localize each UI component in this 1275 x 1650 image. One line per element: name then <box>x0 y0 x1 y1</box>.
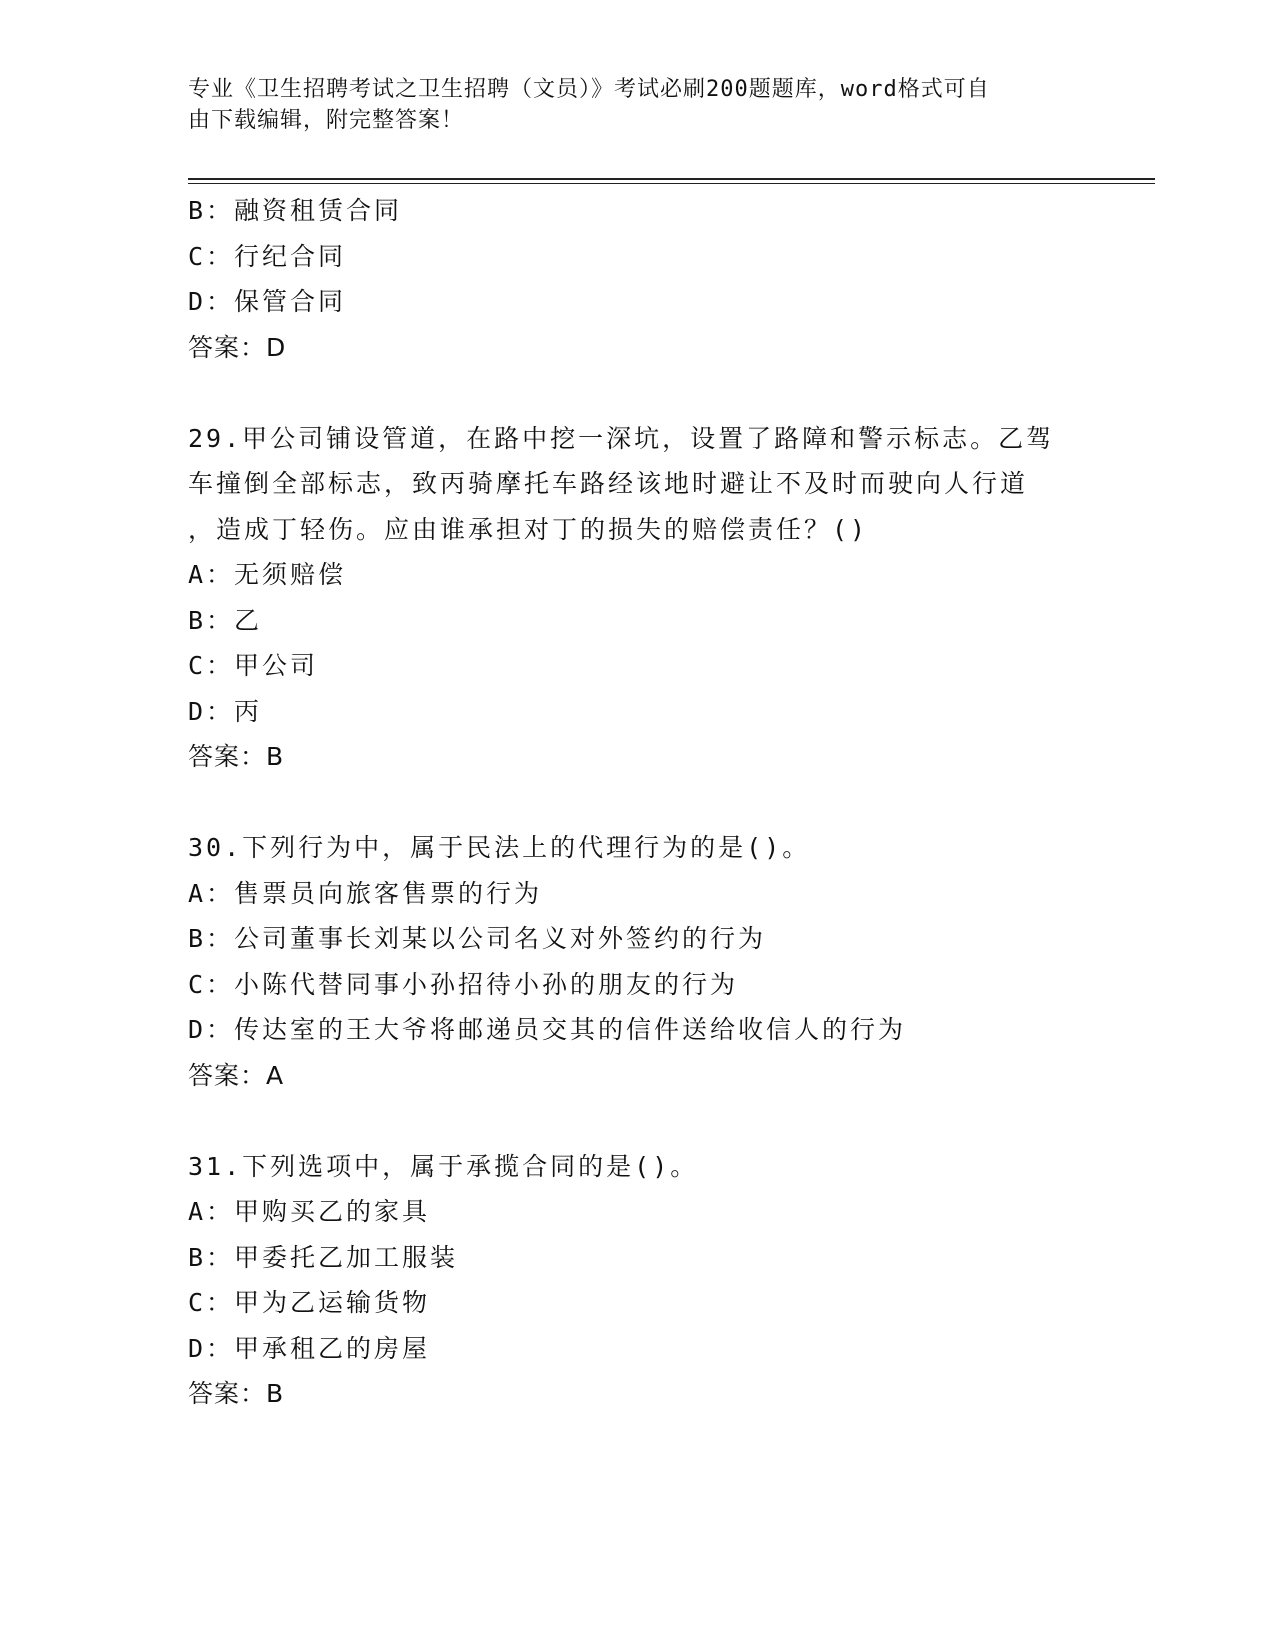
question-29 <box>188 416 1088 780</box>
question-stem-line: 车撞倒全部标志，致丙骑摩托车路经该地时避让不及时而驶向人行道 <box>188 469 1029 498</box>
question-30 <box>188 825 1088 1098</box>
question-28-continuation <box>188 188 1088 370</box>
spacer <box>188 370 1088 416</box>
header-divider-thick <box>188 178 1155 180</box>
question-stem-line: 30.下列行为中，属于民法上的代理行为的是()。 <box>188 833 811 862</box>
answer-line: 答案：A <box>188 1060 285 1090</box>
header-divider-thin <box>188 183 1155 184</box>
option-b: B：公司董事长刘某以公司名义对外签约的行为 <box>188 924 767 953</box>
option-d: D：传达室的王大爷将邮递员交其的信件送给收信人的行为 <box>188 1015 907 1044</box>
option-d: D：保管合同 <box>188 287 347 316</box>
option-a: A：甲购买乙的家具 <box>188 1197 431 1226</box>
option-c: C：行纪合同 <box>188 241 347 271</box>
header-title-line-1: 专业《卫生招聘考试之卫生招聘（文员）》考试必刷200题题库，word格式可自 <box>188 77 990 102</box>
option-b: B：融资租赁合同 <box>188 196 403 225</box>
option-d: D：丙 <box>188 696 263 726</box>
answer-line: 答案：B <box>188 1379 285 1408</box>
question-list <box>188 188 1088 1417</box>
option-a: A：售票员向旅客售票的行为 <box>188 878 543 908</box>
option-c: C：小陈代替同事小孙招待小孙的朋友的行为 <box>188 969 739 999</box>
option-a: A：无须赔偿 <box>188 560 347 589</box>
question-stem-line: 29.甲公司铺设管道，在路中挖一深坑，设置了路障和警示标志。乙驾 <box>188 423 1055 453</box>
option-b: B：乙 <box>188 605 263 635</box>
option-b: B：甲委托乙加工服装 <box>188 1242 459 1272</box>
question-stem-line: 31.下列选项中，属于承揽合同的是()。 <box>188 1151 699 1181</box>
option-c: C：甲公司 <box>188 651 319 680</box>
spacer <box>188 1098 1088 1144</box>
header-title-line-2: 由下载编辑，附完整答案！ <box>188 108 465 133</box>
spacer <box>188 780 1088 826</box>
option-d: D：甲承租乙的房屋 <box>188 1333 431 1363</box>
question-stem-line: ，造成丁轻伤。应由谁承担对丁的损失的赔偿责任？() <box>188 514 869 544</box>
document-header <box>188 74 1068 136</box>
question-31 <box>188 1144 1088 1417</box>
answer-line: 答案：D <box>188 332 287 362</box>
option-c: C：甲为乙运输货物 <box>188 1288 431 1317</box>
answer-line: 答案：B <box>188 742 285 771</box>
